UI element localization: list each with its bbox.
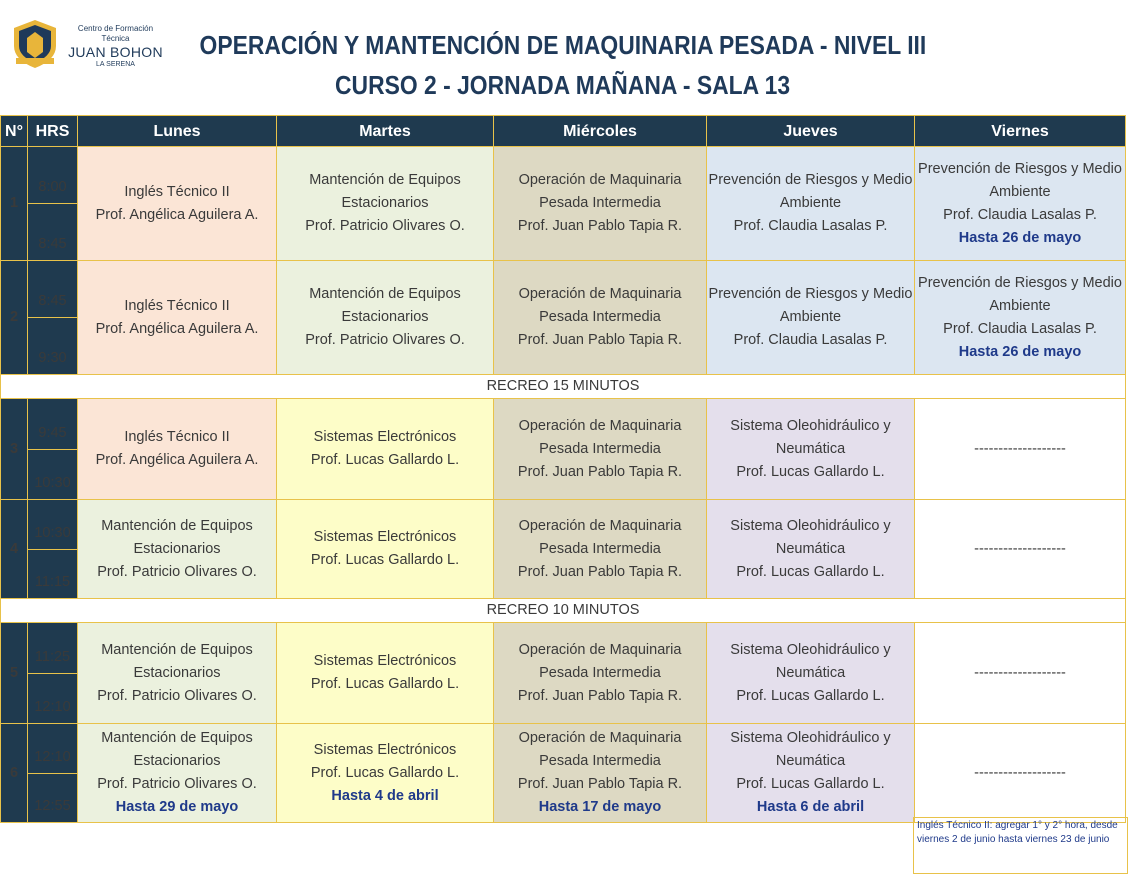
class-cell-lunes: [78, 399, 277, 500]
col-header-viernes: Viernes: [915, 116, 1126, 147]
class-cell-martes: [277, 399, 494, 500]
schedule-row: [1, 147, 1126, 261]
subject-line: Mantención de Equipos: [101, 641, 253, 658]
subject-line: Mantención de Equipos: [101, 517, 253, 534]
subject-line: Pesada Intermedia: [539, 540, 661, 557]
start-time: 9:45: [28, 399, 77, 450]
schedule-table: [0, 115, 1126, 823]
start-time: 8:45: [28, 261, 77, 318]
class-cell-miercoles: [494, 724, 707, 823]
block-number: 6: [1, 724, 28, 823]
teacher-name: Prof. Patricio Olivares O.: [97, 563, 257, 580]
until-date-note: Hasta 29 de mayo: [115, 799, 239, 815]
subject-line: Ambiente: [989, 183, 1051, 200]
end-time: 9:30: [38, 350, 67, 366]
subject-line: Prevención de Riesgos y Medio: [918, 160, 1122, 177]
subject-line: Inglés Técnico II: [124, 429, 230, 445]
subject-line: Ambiente: [779, 195, 842, 211]
subject-line: Inglés Técnico II: [124, 183, 230, 200]
teacher-name: Prof. Juan Pablo Tapia R.: [517, 218, 683, 234]
subject-line: Sistema Oleohidráulico y: [730, 641, 891, 658]
block-number: 3: [1, 399, 28, 500]
class-cell-lunes: [78, 724, 277, 823]
class-cell-miercoles: [494, 623, 707, 724]
subject-line: Neumática: [775, 440, 846, 457]
class-cell-martes: [277, 724, 494, 823]
header-row: [1, 116, 1126, 147]
subject-line: Estacionarios: [133, 753, 221, 769]
teacher-name: Prof. Patricio Olivares O.: [97, 687, 257, 704]
teacher-name: Prof. Lucas Gallardo L.: [736, 563, 885, 580]
until-date-note: Hasta 26 de mayo: [958, 343, 1082, 360]
teacher-name: Prof. Juan Pablo Tapia R.: [517, 687, 683, 704]
teacher-name: Prof. Lucas Gallardo L.: [310, 676, 460, 692]
subject-line: Operación de Maquinaria: [518, 641, 682, 658]
teacher-name: Prof. Juan Pablo Tapia R.: [517, 563, 683, 580]
logo-line1: Centro de Formación Técnica: [77, 24, 154, 43]
subject-line: Sistemas Electrónicos: [313, 653, 457, 669]
subject-line: Estacionarios: [341, 309, 429, 325]
page-subtitle: CURSO 2 - JORNADA MAÑANA - SALA 13: [334, 70, 791, 100]
subject-line: Neumática: [775, 753, 846, 769]
col-header-martes: Martes: [277, 116, 494, 147]
footnote: Inglés Técnico II: agregar 1° y 2° hora, desde viernes 2 de junio hasta viernes 23 de junio: [913, 817, 1128, 874]
block-number: 4: [1, 500, 28, 599]
subject-line: Prevención de Riesgos y Medio: [708, 172, 913, 188]
subject-line: Sistemas Electrónicos: [313, 429, 457, 445]
col-header-jueves: Jueves: [707, 116, 915, 147]
class-cell-viernes: [915, 724, 1126, 823]
class-cell-miercoles: [494, 147, 707, 261]
class-cell-martes: [277, 500, 494, 599]
teacher-name: Prof. Juan Pablo Tapia R.: [517, 463, 683, 480]
until-date-note: Hasta 4 de abril: [331, 787, 439, 804]
start-time: 10:30: [28, 500, 77, 550]
start-time: 12:10: [28, 724, 77, 774]
col-header-lunes: Lunes: [78, 116, 277, 147]
subject-line: Operación de Maquinaria: [518, 172, 682, 188]
subject-line: Operación de Maquinaria: [518, 417, 682, 434]
end-time: 8:45: [38, 236, 67, 252]
until-date-note: Hasta 6 de abril: [756, 799, 865, 815]
block-hours: [28, 724, 78, 823]
teacher-name: Prof. Angélica Aguilera A.: [95, 320, 259, 337]
teacher-name: Prof. Lucas Gallardo L.: [310, 552, 460, 568]
subject-line: Sistema Oleohidráulico y: [730, 517, 891, 534]
block-hours: [28, 399, 78, 500]
class-cell-lunes: [78, 261, 277, 375]
schedule-row: [1, 261, 1126, 375]
subject-line: Estacionarios: [133, 540, 221, 557]
subject-line: Pesada Intermedia: [539, 440, 661, 457]
end-time: 12:10: [34, 699, 71, 715]
subject-line: Pesada Intermedia: [539, 664, 661, 681]
class-cell-viernes: [915, 500, 1126, 599]
class-cell-miercoles: [494, 500, 707, 599]
block-number: 5: [1, 623, 28, 724]
empty-slot-dash: -------------------: [974, 440, 1066, 457]
subject-line: Sistema Oleohidráulico y: [730, 417, 891, 434]
teacher-name: Prof. Angélica Aguilera A.: [95, 452, 259, 468]
start-time: 11:25: [28, 623, 77, 674]
empty-slot-dash: -------------------: [974, 764, 1066, 781]
class-cell-martes: [277, 623, 494, 724]
class-cell-jueves: [707, 147, 915, 261]
class-cell-martes: [277, 147, 494, 261]
teacher-name: Prof. Patricio Olivares O.: [305, 218, 465, 234]
schedule-row: [1, 623, 1126, 724]
subject-line: Estacionarios: [341, 195, 429, 211]
block-hours: [28, 261, 78, 375]
subject-line: Inglés Técnico II: [124, 297, 230, 314]
teacher-name: Prof. Lucas Gallardo L.: [310, 764, 460, 781]
schedule-row: [1, 399, 1126, 500]
class-cell-viernes: [915, 147, 1126, 261]
logo-line2: JUAN BOHON: [68, 44, 163, 60]
teacher-name: Prof. Claudia Lasalas P.: [733, 218, 888, 234]
start-time: 8:00: [28, 147, 77, 204]
class-cell-jueves: [707, 724, 915, 823]
teacher-name: Prof. Lucas Gallardo L.: [310, 452, 460, 468]
class-cell-viernes: [915, 399, 1126, 500]
end-time: 12:55: [34, 798, 71, 814]
teacher-name: Prof. Juan Pablo Tapia R.: [517, 776, 683, 792]
class-cell-jueves: [707, 623, 915, 724]
subject-line: Mantención de Equipos: [309, 172, 461, 188]
logo-line3: LA SERENA: [96, 61, 135, 68]
block-hours: [28, 500, 78, 599]
teacher-name: Prof. Lucas Gallardo L.: [736, 463, 885, 480]
teacher-name: Prof. Claudia Lasalas P.: [943, 206, 1097, 223]
subject-line: Ambiente: [989, 297, 1051, 314]
class-cell-jueves: [707, 500, 915, 599]
class-cell-lunes: [78, 147, 277, 261]
teacher-name: Prof. Juan Pablo Tapia R.: [517, 332, 683, 348]
class-cell-viernes: [915, 623, 1126, 724]
block-hours: [28, 147, 78, 261]
page-header: [0, 0, 1137, 115]
until-date-note: Hasta 26 de mayo: [958, 229, 1082, 246]
subject-line: Ambiente: [779, 309, 842, 325]
break-row: [1, 375, 1126, 399]
block-hours: [28, 623, 78, 724]
subject-line: Estacionarios: [133, 664, 221, 681]
subject-line: Pesada Intermedia: [539, 195, 661, 211]
class-cell-viernes: [915, 261, 1126, 375]
subject-line: Operación de Maquinaria: [518, 730, 682, 746]
break-label: RECREO 10 MINUTOS: [1, 599, 1126, 623]
schedule-row: [1, 724, 1126, 823]
subject-line: Pesada Intermedia: [539, 753, 661, 769]
subject-line: Mantención de Equipos: [309, 286, 461, 302]
schedule-row: [1, 500, 1126, 599]
teacher-name: Prof. Claudia Lasalas P.: [943, 320, 1097, 337]
teacher-name: Prof. Lucas Gallardo L.: [736, 776, 885, 792]
class-cell-miercoles: [494, 261, 707, 375]
class-cell-martes: [277, 261, 494, 375]
subject-line: Prevención de Riesgos y Medio: [708, 286, 913, 302]
teacher-name: Prof. Patricio Olivares O.: [305, 332, 465, 348]
subject-line: Mantención de Equipos: [101, 730, 253, 746]
class-cell-jueves: [707, 399, 915, 500]
class-cell-lunes: [78, 500, 277, 599]
until-date-note: Hasta 17 de mayo: [538, 799, 662, 815]
subject-line: Sistemas Electrónicos: [313, 741, 457, 758]
break-label: RECREO 15 MINUTOS: [1, 375, 1126, 399]
end-time: 11:15: [34, 574, 71, 590]
subject-line: Sistemas Electrónicos: [313, 529, 457, 545]
col-header-num: N°: [1, 116, 28, 147]
teacher-name: Prof. Patricio Olivares O.: [97, 776, 257, 792]
subject-line: Sistema Oleohidráulico y: [730, 730, 891, 746]
class-cell-lunes: [78, 623, 277, 724]
end-time: 10:30: [34, 475, 71, 491]
teacher-name: Prof. Claudia Lasalas P.: [733, 332, 888, 348]
teacher-name: Prof. Lucas Gallardo L.: [736, 687, 885, 704]
col-header-hrs: HRS: [28, 116, 78, 147]
page-title: OPERACIÓN Y MANTENCIÓN DE MAQUINARIA PESADA - NIVEL III: [199, 30, 926, 60]
block-number: 2: [1, 261, 28, 375]
col-header-miercoles: Miércoles: [494, 116, 707, 147]
class-cell-miercoles: [494, 399, 707, 500]
subject-line: Operación de Maquinaria: [518, 286, 682, 302]
subject-line: Neumática: [775, 540, 846, 557]
subject-line: Pesada Intermedia: [539, 309, 661, 325]
subject-line: Neumática: [775, 664, 846, 681]
break-row: [1, 599, 1126, 623]
teacher-name: Prof. Angélica Aguilera A.: [95, 206, 259, 223]
empty-slot-dash: -------------------: [974, 664, 1066, 681]
block-number: 1: [1, 147, 28, 261]
subject-line: Prevención de Riesgos y Medio: [918, 274, 1122, 291]
class-cell-jueves: [707, 261, 915, 375]
empty-slot-dash: -------------------: [974, 540, 1066, 557]
subject-line: Operación de Maquinaria: [518, 517, 682, 534]
